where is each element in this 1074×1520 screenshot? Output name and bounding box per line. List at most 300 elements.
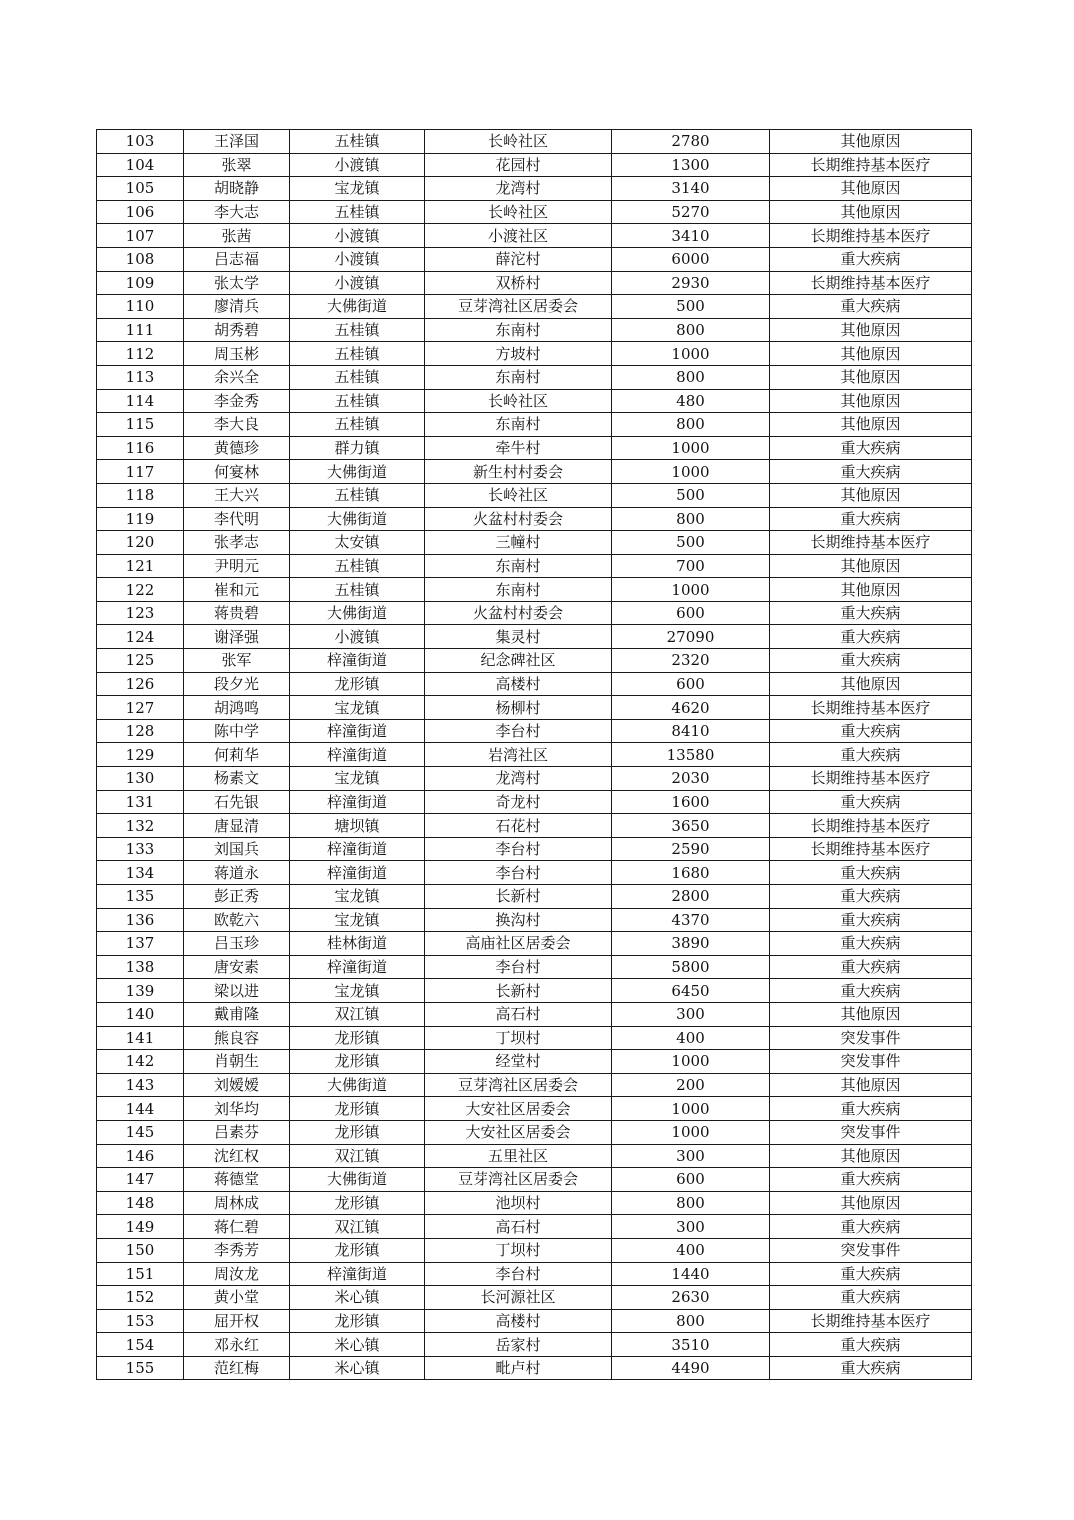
reason-cell: 其他原因 [770,1002,972,1026]
amount-cell: 200 [612,1073,770,1097]
name-cell: 陈中学 [184,719,290,743]
table-row [97,1309,972,1333]
name-cell: 李大良 [184,413,290,437]
village-cell: 奇龙村 [425,790,612,814]
name-cell: 李代明 [184,507,290,531]
amount-cell: 700 [612,554,770,578]
table-row [97,1215,972,1239]
serial-cell: 147 [97,1168,184,1192]
table-row [97,625,972,649]
serial-cell: 128 [97,719,184,743]
table-row [97,578,972,602]
amount-cell: 2630 [612,1286,770,1310]
amount-cell: 1440 [612,1262,770,1286]
name-cell: 段夕光 [184,672,290,696]
name-cell: 范红梅 [184,1356,290,1380]
table-row [97,955,972,979]
amount-cell: 600 [612,601,770,625]
table-row [97,1238,972,1262]
name-cell: 沈红权 [184,1144,290,1168]
town-cell: 宝龙镇 [290,908,425,932]
name-cell: 张翠 [184,153,290,177]
reason-cell: 突发事件 [770,1238,972,1262]
serial-cell: 104 [97,153,184,177]
table-row [97,389,972,413]
table-row [97,861,972,885]
amount-cell: 800 [612,507,770,531]
village-cell: 长岭社区 [425,389,612,413]
amount-cell: 1000 [612,1097,770,1121]
village-cell: 李台村 [425,1262,612,1286]
town-cell: 双江镇 [290,1215,425,1239]
village-cell: 丁坝村 [425,1238,612,1262]
serial-cell: 154 [97,1333,184,1357]
town-cell: 梓潼街道 [290,743,425,767]
name-cell: 刘国兵 [184,837,290,861]
village-cell: 高庙社区居委会 [425,932,612,956]
town-cell: 梓潼街道 [290,649,425,673]
village-cell: 毗卢村 [425,1356,612,1380]
name-cell: 邓永红 [184,1333,290,1357]
town-cell: 梓潼街道 [290,955,425,979]
reason-cell: 长期维持基本医疗 [770,837,972,861]
serial-cell: 125 [97,649,184,673]
village-cell: 火盆村村委会 [425,601,612,625]
name-cell: 胡秀碧 [184,318,290,342]
name-cell: 石先银 [184,790,290,814]
village-cell: 三幢村 [425,531,612,555]
village-cell: 东南村 [425,318,612,342]
name-cell: 何宴林 [184,460,290,484]
amount-cell: 8410 [612,719,770,743]
serial-cell: 111 [97,318,184,342]
town-cell: 大佛街道 [290,295,425,319]
name-cell: 周玉彬 [184,342,290,366]
reason-cell: 重大疾病 [770,861,972,885]
reason-cell: 重大疾病 [770,955,972,979]
reason-cell: 重大疾病 [770,601,972,625]
assistance-table [96,129,972,1380]
name-cell: 廖清兵 [184,295,290,319]
reason-cell: 重大疾病 [770,507,972,531]
amount-cell: 1680 [612,861,770,885]
serial-cell: 122 [97,578,184,602]
village-cell: 龙湾村 [425,177,612,201]
village-cell: 岩湾社区 [425,743,612,767]
amount-cell: 1000 [612,578,770,602]
name-cell: 蒋贵碧 [184,601,290,625]
table-row [97,601,972,625]
reason-cell: 重大疾病 [770,1168,972,1192]
name-cell: 刘华均 [184,1097,290,1121]
serial-cell: 134 [97,861,184,885]
serial-cell: 146 [97,1144,184,1168]
reason-cell: 其他原因 [770,1144,972,1168]
reason-cell: 长期维持基本医疗 [770,1309,972,1333]
town-cell: 五桂镇 [290,483,425,507]
town-cell: 大佛街道 [290,1168,425,1192]
reason-cell: 其他原因 [770,318,972,342]
name-cell: 熊良容 [184,1026,290,1050]
reason-cell: 其他原因 [770,365,972,389]
town-cell: 五桂镇 [290,413,425,437]
village-cell: 东南村 [425,413,612,437]
town-cell: 龙形镇 [290,1097,425,1121]
reason-cell: 长期维持基本医疗 [770,531,972,555]
name-cell: 杨素文 [184,767,290,791]
village-cell: 豆芽湾社区居委会 [425,1073,612,1097]
amount-cell: 6000 [612,247,770,271]
serial-cell: 148 [97,1191,184,1215]
reason-cell: 长期维持基本医疗 [770,271,972,295]
name-cell: 尹明元 [184,554,290,578]
serial-cell: 153 [97,1309,184,1333]
amount-cell: 500 [612,483,770,507]
serial-cell: 137 [97,932,184,956]
serial-cell: 139 [97,979,184,1003]
serial-cell: 106 [97,200,184,224]
reason-cell: 其他原因 [770,177,972,201]
reason-cell: 其他原因 [770,200,972,224]
table-row [97,1050,972,1074]
amount-cell: 4490 [612,1356,770,1380]
amount-cell: 3140 [612,177,770,201]
reason-cell: 重大疾病 [770,1215,972,1239]
town-cell: 大佛街道 [290,460,425,484]
table-row [97,318,972,342]
serial-cell: 150 [97,1238,184,1262]
town-cell: 小渡镇 [290,247,425,271]
town-cell: 龙形镇 [290,1120,425,1144]
name-cell: 唐显清 [184,814,290,838]
reason-cell: 其他原因 [770,483,972,507]
table-row [97,554,972,578]
reason-cell: 其他原因 [770,578,972,602]
serial-cell: 149 [97,1215,184,1239]
village-cell: 花园村 [425,153,612,177]
town-cell: 梓潼街道 [290,790,425,814]
serial-cell: 114 [97,389,184,413]
amount-cell: 600 [612,1168,770,1192]
table-row [97,531,972,555]
table-row [97,979,972,1003]
name-cell: 张军 [184,649,290,673]
table-row [97,719,972,743]
town-cell: 五桂镇 [290,342,425,366]
serial-cell: 145 [97,1120,184,1144]
serial-cell: 142 [97,1050,184,1074]
serial-cell: 129 [97,743,184,767]
table-row [97,1120,972,1144]
reason-cell: 重大疾病 [770,1356,972,1380]
village-cell: 岳家村 [425,1333,612,1357]
amount-cell: 5270 [612,200,770,224]
table-row [97,436,972,460]
village-cell: 高石村 [425,1002,612,1026]
table-row [97,153,972,177]
town-cell: 宝龙镇 [290,979,425,1003]
village-cell: 高石村 [425,1215,612,1239]
village-cell: 高楼村 [425,672,612,696]
village-cell: 火盆村村委会 [425,507,612,531]
serial-cell: 119 [97,507,184,531]
town-cell: 五桂镇 [290,130,425,154]
reason-cell: 其他原因 [770,554,972,578]
serial-cell: 133 [97,837,184,861]
name-cell: 蒋道永 [184,861,290,885]
table-row [97,1026,972,1050]
table-row [97,224,972,248]
village-cell: 豆芽湾社区居委会 [425,1168,612,1192]
name-cell: 黄德珍 [184,436,290,460]
amount-cell: 6450 [612,979,770,1003]
serial-cell: 124 [97,625,184,649]
reason-cell: 重大疾病 [770,719,972,743]
town-cell: 梓潼街道 [290,719,425,743]
name-cell: 刘嫒嫒 [184,1073,290,1097]
village-cell: 豆芽湾社区居委会 [425,295,612,319]
reason-cell: 长期维持基本医疗 [770,153,972,177]
reason-cell: 长期维持基本医疗 [770,767,972,791]
village-cell: 长新村 [425,979,612,1003]
reason-cell: 重大疾病 [770,436,972,460]
amount-cell: 3650 [612,814,770,838]
reason-cell: 其他原因 [770,672,972,696]
table-row [97,649,972,673]
table-row [97,177,972,201]
town-cell: 群力镇 [290,436,425,460]
village-cell: 方坡村 [425,342,612,366]
village-cell: 东南村 [425,578,612,602]
town-cell: 五桂镇 [290,365,425,389]
table-row [97,200,972,224]
serial-cell: 138 [97,955,184,979]
table-row [97,483,972,507]
name-cell: 梁以进 [184,979,290,1003]
town-cell: 梓潼街道 [290,837,425,861]
reason-cell: 其他原因 [770,1073,972,1097]
table-row [97,365,972,389]
table-row [97,932,972,956]
amount-cell: 2590 [612,837,770,861]
table-row [97,696,972,720]
amount-cell: 1000 [612,436,770,460]
village-cell: 高楼村 [425,1309,612,1333]
town-cell: 五桂镇 [290,318,425,342]
village-cell: 新生村村委会 [425,460,612,484]
amount-cell: 1000 [612,342,770,366]
serial-cell: 109 [97,271,184,295]
reason-cell: 突发事件 [770,1050,972,1074]
name-cell: 张孝志 [184,531,290,555]
serial-cell: 121 [97,554,184,578]
town-cell: 宝龙镇 [290,177,425,201]
reason-cell: 重大疾病 [770,908,972,932]
village-cell: 薛沱村 [425,247,612,271]
name-cell: 余兴全 [184,365,290,389]
serial-cell: 103 [97,130,184,154]
table-row [97,837,972,861]
town-cell: 宝龙镇 [290,767,425,791]
town-cell: 五桂镇 [290,200,425,224]
name-cell: 蒋德堂 [184,1168,290,1192]
town-cell: 双江镇 [290,1002,425,1026]
table-row [97,1144,972,1168]
village-cell: 长新村 [425,885,612,909]
table-row [97,1191,972,1215]
serial-cell: 112 [97,342,184,366]
reason-cell: 重大疾病 [770,1286,972,1310]
reason-cell: 突发事件 [770,1120,972,1144]
serial-cell: 135 [97,885,184,909]
name-cell: 李大志 [184,200,290,224]
amount-cell: 500 [612,531,770,555]
amount-cell: 1000 [612,1050,770,1074]
reason-cell: 重大疾病 [770,790,972,814]
serial-cell: 107 [97,224,184,248]
name-cell: 谢泽强 [184,625,290,649]
reason-cell: 重大疾病 [770,743,972,767]
amount-cell: 3890 [612,932,770,956]
town-cell: 米心镇 [290,1333,425,1357]
name-cell: 李秀芳 [184,1238,290,1262]
reason-cell: 重大疾病 [770,649,972,673]
name-cell: 胡晓静 [184,177,290,201]
town-cell: 米心镇 [290,1286,425,1310]
name-cell: 吕素芬 [184,1120,290,1144]
name-cell: 黄小堂 [184,1286,290,1310]
amount-cell: 800 [612,365,770,389]
reason-cell: 重大疾病 [770,295,972,319]
reason-cell: 重大疾病 [770,625,972,649]
serial-cell: 136 [97,908,184,932]
table-row [97,790,972,814]
town-cell: 龙形镇 [290,1191,425,1215]
town-cell: 宝龙镇 [290,885,425,909]
name-cell: 崔和元 [184,578,290,602]
table-row [97,295,972,319]
reason-cell: 重大疾病 [770,1097,972,1121]
table-row [97,1073,972,1097]
village-cell: 东南村 [425,554,612,578]
reason-cell: 突发事件 [770,1026,972,1050]
serial-cell: 110 [97,295,184,319]
name-cell: 周汝龙 [184,1262,290,1286]
amount-cell: 300 [612,1215,770,1239]
amount-cell: 3510 [612,1333,770,1357]
serial-cell: 117 [97,460,184,484]
reason-cell: 重大疾病 [770,932,972,956]
village-cell: 集灵村 [425,625,612,649]
reason-cell: 其他原因 [770,130,972,154]
town-cell: 小渡镇 [290,271,425,295]
village-cell: 长岭社区 [425,200,612,224]
town-cell: 小渡镇 [290,153,425,177]
serial-cell: 116 [97,436,184,460]
name-cell: 吕志福 [184,247,290,271]
town-cell: 五桂镇 [290,389,425,413]
town-cell: 五桂镇 [290,578,425,602]
name-cell: 李金秀 [184,389,290,413]
name-cell: 王大兴 [184,483,290,507]
name-cell: 欧乾六 [184,908,290,932]
serial-cell: 120 [97,531,184,555]
town-cell: 宝龙镇 [290,696,425,720]
amount-cell: 13580 [612,743,770,767]
reason-cell: 其他原因 [770,1191,972,1215]
amount-cell: 800 [612,413,770,437]
village-cell: 大安社区居委会 [425,1097,612,1121]
town-cell: 米心镇 [290,1356,425,1380]
village-cell: 大安社区居委会 [425,1120,612,1144]
name-cell: 周林成 [184,1191,290,1215]
reason-cell: 重大疾病 [770,460,972,484]
reason-cell: 其他原因 [770,342,972,366]
serial-cell: 132 [97,814,184,838]
town-cell: 大佛街道 [290,507,425,531]
amount-cell: 1000 [612,460,770,484]
amount-cell: 400 [612,1026,770,1050]
village-cell: 杨柳村 [425,696,612,720]
amount-cell: 2800 [612,885,770,909]
table-row [97,247,972,271]
village-cell: 经堂村 [425,1050,612,1074]
name-cell: 肖朝生 [184,1050,290,1074]
village-cell: 小渡社区 [425,224,612,248]
table-row [97,271,972,295]
amount-cell: 800 [612,1309,770,1333]
town-cell: 小渡镇 [290,224,425,248]
town-cell: 龙形镇 [290,1026,425,1050]
amount-cell: 2930 [612,271,770,295]
table-row [97,814,972,838]
serial-cell: 126 [97,672,184,696]
serial-cell: 143 [97,1073,184,1097]
serial-cell: 151 [97,1262,184,1286]
town-cell: 龙形镇 [290,1050,425,1074]
village-cell: 五里社区 [425,1144,612,1168]
serial-cell: 140 [97,1002,184,1026]
name-cell: 唐安素 [184,955,290,979]
village-cell: 李台村 [425,837,612,861]
town-cell: 大佛街道 [290,601,425,625]
reason-cell: 长期维持基本医疗 [770,224,972,248]
town-cell: 双江镇 [290,1144,425,1168]
table-row [97,413,972,437]
name-cell: 张茜 [184,224,290,248]
serial-cell: 127 [97,696,184,720]
village-cell: 纪念碑社区 [425,649,612,673]
village-cell: 长河源社区 [425,1286,612,1310]
village-cell: 长岭社区 [425,483,612,507]
table-row [97,1168,972,1192]
table-row [97,885,972,909]
name-cell: 蒋仁碧 [184,1215,290,1239]
village-cell: 李台村 [425,719,612,743]
table-row [97,1333,972,1357]
amount-cell: 4620 [612,696,770,720]
town-cell: 五桂镇 [290,554,425,578]
serial-cell: 152 [97,1286,184,1310]
serial-cell: 130 [97,767,184,791]
town-cell: 大佛街道 [290,1073,425,1097]
serial-cell: 144 [97,1097,184,1121]
village-cell: 东南村 [425,365,612,389]
name-cell: 彭正秀 [184,885,290,909]
village-cell: 牵牛村 [425,436,612,460]
serial-cell: 123 [97,601,184,625]
town-cell: 龙形镇 [290,1238,425,1262]
